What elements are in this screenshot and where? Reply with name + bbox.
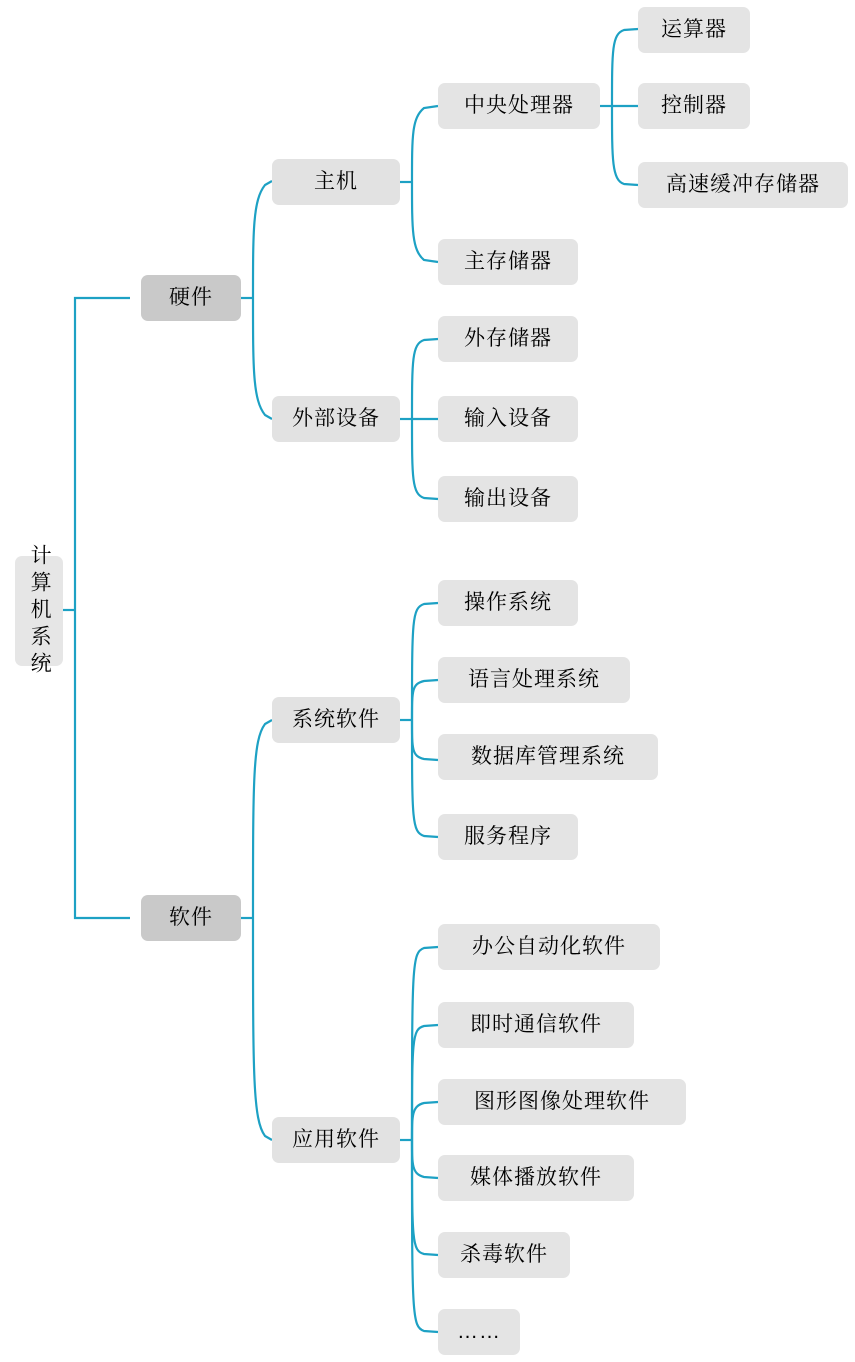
node-language-processing-system[interactable] xyxy=(438,657,630,703)
node-system-software[interactable] xyxy=(272,697,400,743)
node-root-label: 计算机系统 xyxy=(28,543,52,679)
node-peripherals[interactable] xyxy=(272,396,400,442)
node-cache-label: 高速缓冲存储器 xyxy=(666,172,820,196)
node-system-software-label: 系统软件 xyxy=(292,707,380,731)
node-instant-messaging-software[interactable] xyxy=(438,1002,634,1048)
node-database-management-system-label: 数据库管理系统 xyxy=(471,744,625,768)
node-graphics-image-software[interactable] xyxy=(438,1079,686,1125)
node-database-management-system[interactable] xyxy=(438,734,658,780)
node-host-label: 主机 xyxy=(314,169,358,193)
node-hardware[interactable] xyxy=(141,275,241,321)
node-cache[interactable] xyxy=(638,162,848,208)
node-external-storage[interactable] xyxy=(438,316,578,362)
node-main-memory[interactable] xyxy=(438,239,578,285)
node-output-device[interactable] xyxy=(438,476,578,522)
node-more-ellipsis[interactable] xyxy=(438,1309,520,1355)
node-more-ellipsis-label: …… xyxy=(457,1319,501,1343)
node-software-label: 软件 xyxy=(169,905,213,929)
node-software[interactable] xyxy=(141,895,241,941)
node-output-device-label: 输出设备 xyxy=(464,486,552,510)
node-language-processing-system-label: 语言处理系统 xyxy=(468,667,600,691)
node-host[interactable] xyxy=(272,159,400,205)
node-peripherals-label: 外部设备 xyxy=(292,406,380,430)
node-cpu-label: 中央处理器 xyxy=(464,93,574,117)
node-graphics-image-software-label: 图形图像处理软件 xyxy=(474,1089,650,1113)
node-instant-messaging-software-label: 即时通信软件 xyxy=(470,1012,602,1036)
node-external-storage-label: 外存储器 xyxy=(464,326,552,350)
node-antivirus-software-label: 杀毒软件 xyxy=(460,1242,548,1266)
node-controller[interactable] xyxy=(638,83,750,129)
node-antivirus-software[interactable] xyxy=(438,1232,570,1278)
node-cpu[interactable] xyxy=(438,83,600,129)
node-operating-system[interactable] xyxy=(438,580,578,626)
node-media-player-software-label: 媒体播放软件 xyxy=(470,1165,602,1189)
node-alu[interactable] xyxy=(638,7,750,53)
node-service-program[interactable] xyxy=(438,814,578,860)
node-media-player-software[interactable] xyxy=(438,1155,634,1201)
node-application-software[interactable] xyxy=(272,1117,400,1163)
node-office-automation-software[interactable] xyxy=(438,924,660,970)
node-hardware-label: 硬件 xyxy=(169,285,213,309)
node-input-device-label: 输入设备 xyxy=(464,406,552,430)
node-office-automation-software-label: 办公自动化软件 xyxy=(472,934,626,958)
node-service-program-label: 服务程序 xyxy=(464,824,552,848)
node-main-memory-label: 主存储器 xyxy=(464,249,552,273)
node-controller-label: 控制器 xyxy=(661,93,727,117)
node-application-software-label: 应用软件 xyxy=(292,1127,380,1151)
node-alu-label: 运算器 xyxy=(661,17,727,41)
node-operating-system-label: 操作系统 xyxy=(464,590,552,614)
node-input-device[interactable] xyxy=(438,396,578,442)
node-root[interactable] xyxy=(15,543,63,679)
